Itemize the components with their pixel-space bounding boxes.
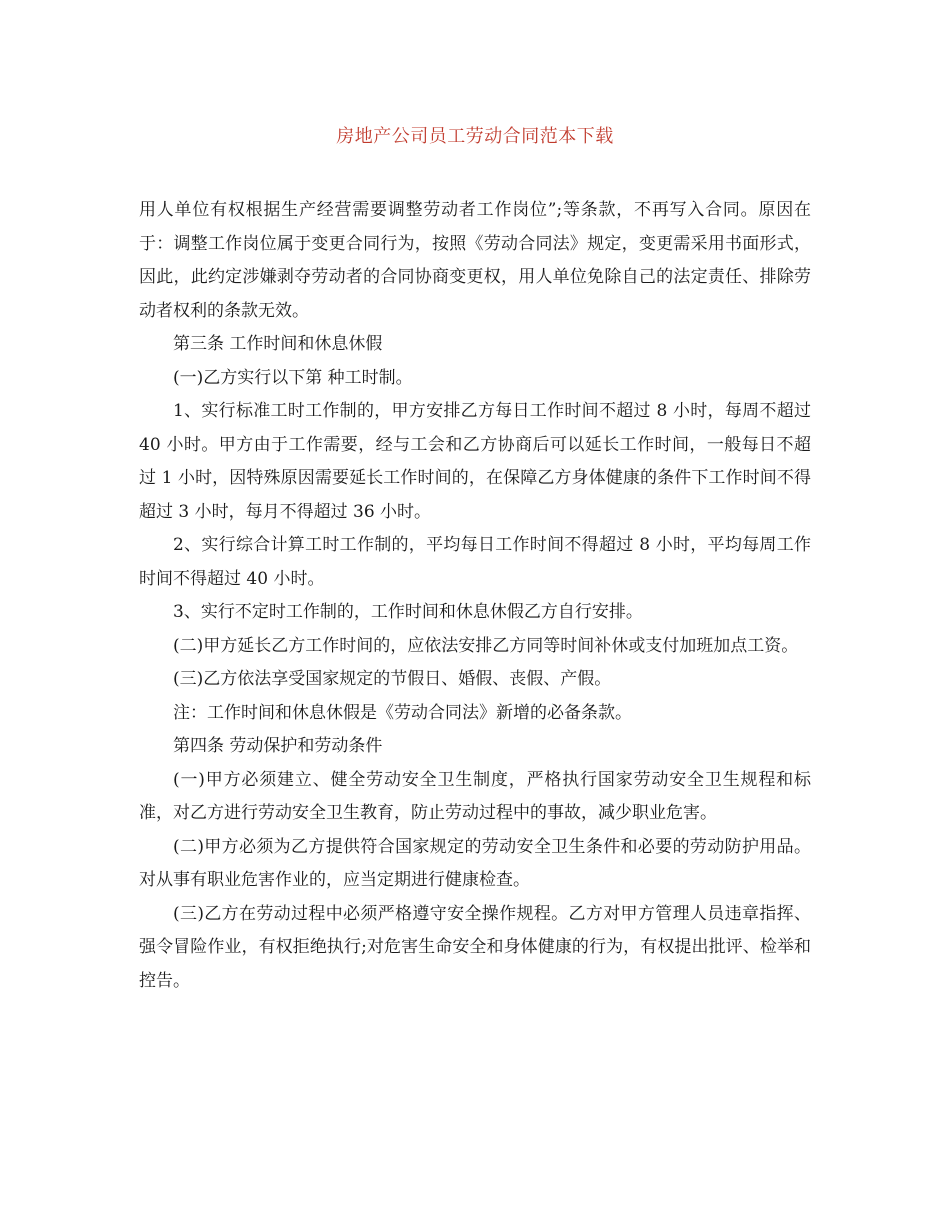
- paragraph: (二)甲方延长乙方工作时间的，应依法安排乙方同等时间补休或支付加班加点工资。: [173, 635, 799, 656]
- note-paragraph: 注：工作时间和休息休假是《劳动合同法》新增的必备条款。: [173, 702, 632, 723]
- document-body: [139, 194, 811, 998]
- paragraph: (三)乙方依法享受国家规定的节假日、婚假、丧假、产假。: [173, 669, 612, 689]
- paragraph: 3、实行不定时工作制的，工作时间和休息休假乙方自行安排。: [173, 602, 643, 622]
- paragraph: 2、实行综合计算工时工作制的，平均每日工作时间不得超过 8 小时，平均每周工作时间不得超过 40 小时。: [139, 535, 811, 589]
- paragraph: (一)甲方必须建立、健全劳动安全卫生制度，严格执行国家劳动安全卫生规程和标准，对乙方进行劳动安全卫生教育，防止劳动过程中的事故，减少职业危害。: [139, 769, 811, 823]
- document-title: 房地产公司员工劳动合同范本下载: [336, 126, 614, 147]
- section-heading-article-3: 第三条 工作时间和休息休假: [173, 334, 383, 354]
- paragraph: (二)甲方必须为乙方提供符合国家规定的劳动安全卫生条件和必要的劳动防护用品。对从事有职业危害作业的，应当定期进行健康检查。: [139, 836, 811, 890]
- paragraph: (三)乙方在劳动过程中必须严格遵守安全操作规程。乙方对甲方管理人员违章指挥、强令冒险作业，有权拒绝执行;对危害生命安全和身体健康的行为，有权提出批评、检举和控告。: [139, 903, 811, 991]
- paragraph: (一)乙方实行以下第 种工时制。: [173, 367, 413, 388]
- section-heading-article-4: 第四条 劳动保护和劳动条件: [173, 736, 383, 756]
- paragraph: 用人单位有权根据生产经营需要调整劳动者工作岗位”;等条款，不再写入合同。原因在于：调整工作岗位属于变更合同行为，按照《劳动合同法》规定，变更需采用书面形式，因此，此约定涉嫌剥夺劳动者的合同协商变更权，用人单位免除自己的法定责任、排除劳动者权利的条款无效。: [139, 200, 811, 321]
- paragraph: 1、实行标准工时工作制的，甲方安排乙方每日工作时间不超过 8 小时，每周不超过 40 小时。甲方由于工作需要，经与工会和乙方协商后可以延长工作时间，一般每日不超过 1 小时，因特殊原因需要延长工作时间的，在保障乙方身体健康的条件下工作时间不得超过 3 小时，每月不得超过 36 小时。: [139, 401, 811, 522]
